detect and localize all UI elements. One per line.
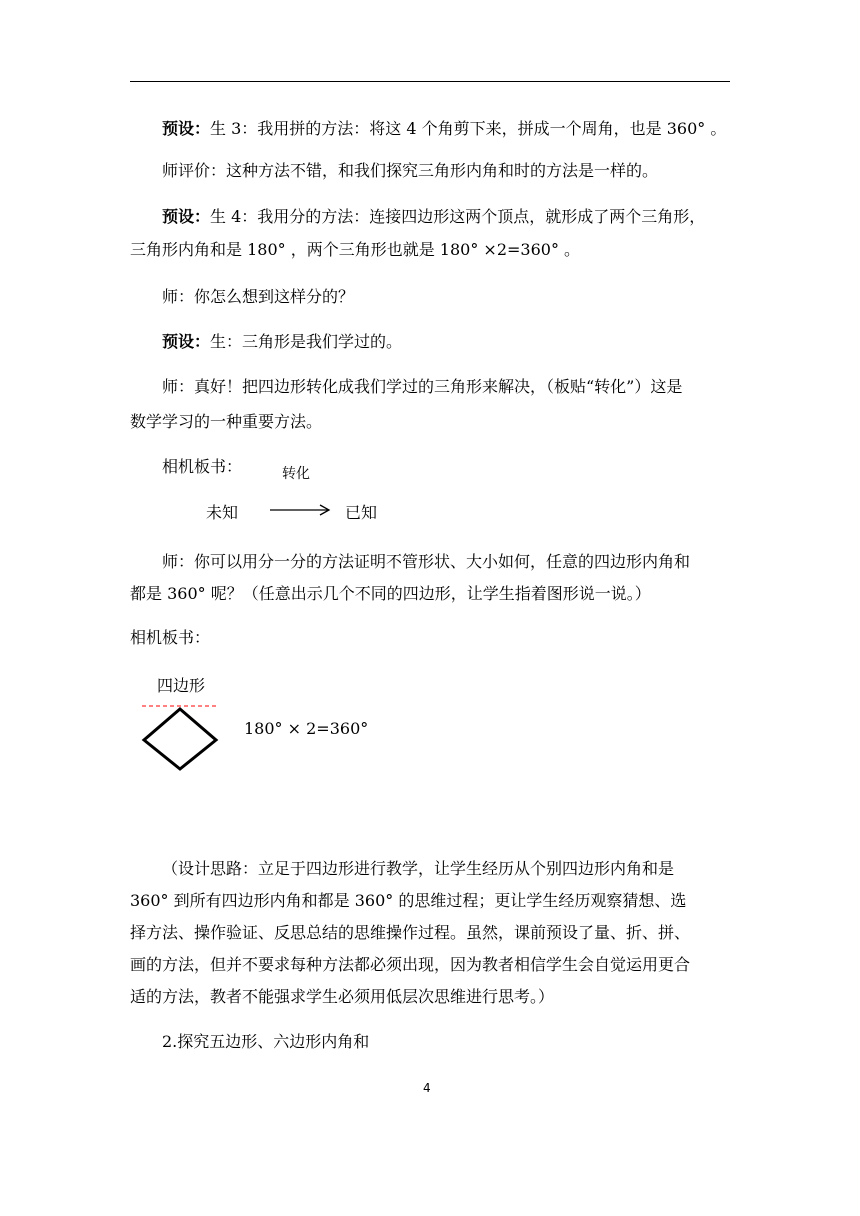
right-arrow-icon	[268, 500, 334, 520]
paragraph-preset-student4	[130, 203, 730, 230]
paragraph-design-rationale: （设计思路：立足于四边形进行教学，让学生经历从个别四边形内角和是	[162, 859, 675, 878]
arrow-label: 转化	[282, 466, 310, 482]
paragraph-line: 360° 到所有四边形内角和都是 360° 的思维过程；更让学生经历观察猜想、选	[130, 891, 687, 910]
header-rule	[130, 81, 730, 82]
paragraph-teacher-praise: 师：真好！把四边形转化成我们学过的三角形来解决，（板贴“转化”）这是	[162, 377, 683, 396]
paragraph-line: 数学学习的一种重要方法。	[130, 412, 323, 431]
paragraph-line: 三角形内角和是 180° ，两个三角形也就是 180° ×2=360° 。	[130, 240, 581, 259]
known-label: 已知	[345, 503, 378, 522]
board-label: 相机板书：	[130, 628, 211, 647]
paragraph-text: 生 4：我用分的方法：连接四边形这两个顶点，就形成了两个三角形，	[210, 207, 706, 226]
quadrilateral-diagram	[140, 703, 220, 773]
paragraph-text: 生 3：我用拼的方法：将这 4 个角剪下来，拼成一个周角，也是 360° 。	[210, 119, 727, 138]
quadrilateral-shape	[144, 709, 216, 769]
paragraph-teacher-evaluation: 师评价：这种方法不错，和我们探究三角形内角和时的方法是一样的。	[162, 161, 659, 180]
paragraph-line: 画的方法，但并不要求每种方法都必须出现，因为教者相信学生会自觉运用更合	[130, 955, 691, 974]
preset-label: 预设：	[162, 119, 211, 138]
paragraph-line: 择方法、操作验证、反思总结的思维操作过程。虽然，课前预设了量、折、拼、	[130, 923, 691, 942]
paragraph-line: 适的方法，教者不能强求学生必须用低层次思维进行思考。）	[130, 987, 555, 1006]
paragraph-text: 生：三角形是我们学过的。	[210, 332, 403, 351]
paragraph-preset-student3	[130, 115, 730, 142]
preset-label: 预设：	[162, 332, 211, 351]
paragraph-teacher-question: 师：你怎么想到这样分的？	[162, 287, 355, 306]
page-number: 4	[423, 1081, 431, 1095]
paragraph-teacher-prompt: 师：你可以用分一分的方法证明不管形状、大小如何，任意的四边形内角和	[162, 552, 691, 571]
angle-formula: 180° × 2=360°	[244, 719, 369, 738]
unknown-label: 未知	[206, 503, 239, 522]
paragraph-preset-student	[130, 328, 730, 355]
quadrilateral-label: 四边形	[157, 676, 206, 695]
preset-label: 预设：	[162, 207, 211, 226]
paragraph-line: 都是 360° 呢？（任意出示几个不同的四边形，让学生指着图形说一说。）	[130, 584, 651, 603]
section-heading: 2.探究五边形、六边形内角和	[162, 1032, 370, 1051]
board-label: 相机板书：	[162, 457, 243, 476]
